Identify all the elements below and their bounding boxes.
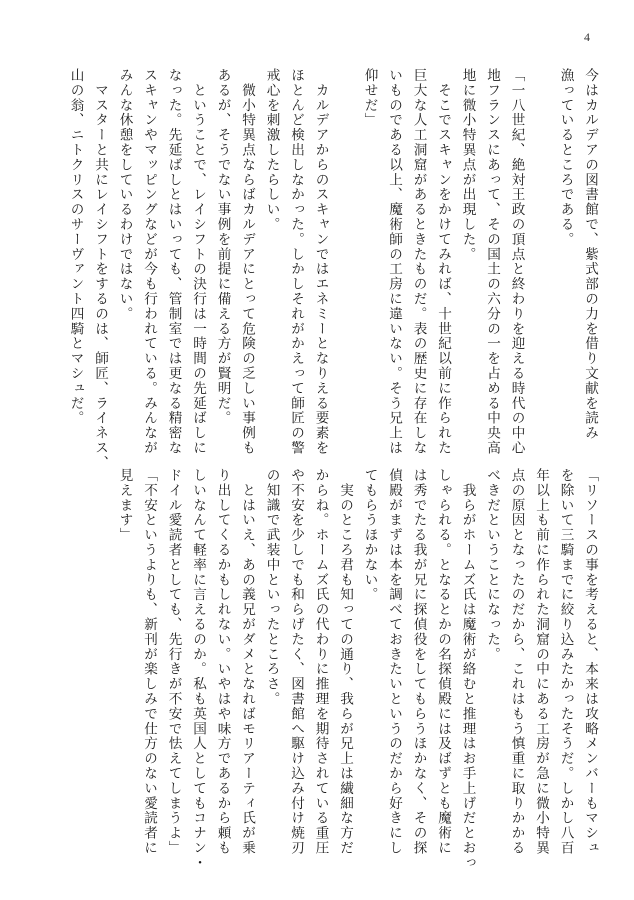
text-line: いものである以上、魔術師の工房に違いない。そう兄上は <box>386 68 402 456</box>
text-line: からね。ホームズ氏の代わりに推理を期待されている重圧 <box>312 468 329 856</box>
text-line: 我らがホームズ氏は魔術が絡むと推理はお手上げだとおっ <box>459 468 476 871</box>
text-line: は秀でたる我が兄に探偵役をしてもらうほかなく、その探 <box>410 468 427 856</box>
text-line: しいなんて軽率に言えるのか。私も英国人としてもコナン・ <box>190 468 206 871</box>
text-line: 戒心を刺激したらしい。 <box>263 68 280 232</box>
text-line: ほとんど検出しなかった。しかしそれがかえって師匠の警 <box>288 68 304 456</box>
page-number: 4 <box>584 30 590 44</box>
text-line: 山の翁、ニトクリスのサーヴァント四騎とマシュだ。 <box>67 68 84 426</box>
text-line: 点の原因となったのだから、これはもう慎重に取りかかる <box>508 468 525 856</box>
blank-line <box>327 68 352 428</box>
text-line: ということで、レイシフトの決行は一時間の先延ばしに <box>190 68 206 456</box>
text-line: 巨大な人工洞窟があるときたものだ。表の歴史に存在しな <box>410 68 427 456</box>
text-line: 微小特異点ならばカルデアにとって危険の乏しい事例も <box>239 68 255 456</box>
text-block-bottom <box>106 468 598 871</box>
text-line: マスターと共にレイシフトをするのは、師匠、ライネス、 <box>92 68 108 471</box>
text-line: しゃられる。となるとかの名探偵殿には及ばずとも魔術に <box>435 468 451 856</box>
text-line: の知識で武装中といったところさ。 <box>263 468 280 707</box>
text-block-top <box>57 68 598 471</box>
text-line: 見えます」 <box>116 468 133 543</box>
text-line: 年以上も前に作られた洞窟の中にある工房が急に微小特異 <box>533 468 549 856</box>
text-line: ドイル愛読者としても、先行きが不安で怯えてしまうよ」 <box>165 468 182 856</box>
text-line: 地フランスにあって、その国土の六分の一を占める中央高 <box>484 68 500 456</box>
text-line: 地に微小特異点が出現した。 <box>459 68 476 262</box>
text-line: あるが、そうでない事例を前提に備える方が賢明だ。 <box>214 68 231 426</box>
text-line: 偵殿がまずは本を調べておきたいというのだから好きにし <box>386 468 402 856</box>
text-line: を除いて三騎までに絞り込みたかったそうだ。しかし八百 <box>557 468 574 856</box>
text-line: そこでスキャンをかけてみれば、十世紀以前に作られた <box>435 68 451 456</box>
text-line: 漁っているところである。 <box>557 68 574 247</box>
text-line: カルデアからのスキャンではエネミーとなりえる要素を <box>312 68 329 456</box>
text-line: べきだということになった。 <box>484 468 500 662</box>
text-line: 実のところ君も知っての通り、我らが兄上は繊細な方だ <box>337 468 353 856</box>
text-line: スキャンやマッピングなどが今も行われている。みんなが <box>141 68 157 456</box>
text-line: 今はカルデアの図書館で、紫式部の力を借り文献を読み <box>582 68 598 441</box>
text-line: り出してくるかもしれない。いやはや味方であるから頼も <box>214 468 231 856</box>
text-line: とはいえ、あの義兄がダメとなればモリアーティ氏が乗 <box>239 468 255 856</box>
text-line: や不安を少しでも和らげたく、図書館へ駆け込み付け焼刃 <box>288 468 304 856</box>
text-line: てもらうほかない。 <box>361 468 378 603</box>
text-line: みんな休憩をしているわけではない。 <box>116 68 133 322</box>
text-line: 「一八世紀、絶対王政の頂点と終わりを迎える時代の中心 <box>508 68 525 456</box>
text-line: 「不安というよりも、新刊が楽しみで仕方のない愛読者に <box>141 468 157 856</box>
text-line: 仰せだ」 <box>361 68 378 128</box>
blank-line <box>523 68 548 428</box>
text-line: なった。先延ばしとはいっても、管制室では更なる精密な <box>165 68 182 456</box>
text-line: 「リソースの事を考えると、本来は攻略メンバーもマシュ <box>582 468 598 856</box>
